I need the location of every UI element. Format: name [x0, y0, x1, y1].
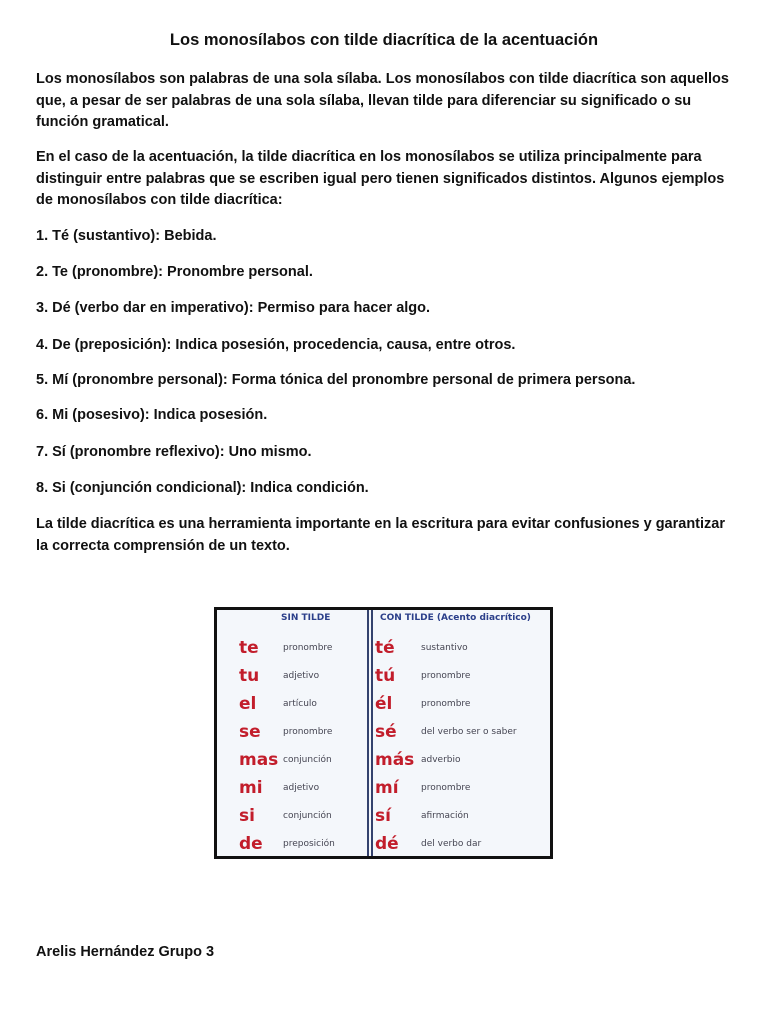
word-without-tilde: tu: [239, 666, 260, 686]
grammar-without-tilde: preposición: [283, 839, 335, 849]
word-without-tilde: el: [239, 694, 257, 714]
grammar-with-tilde: sustantivo: [421, 643, 468, 653]
word-with-tilde: tú: [375, 666, 396, 686]
grammar-without-tilde: artículo: [283, 699, 317, 709]
table-row: [217, 718, 550, 746]
grammar-without-tilde: adjetivo: [283, 783, 320, 793]
grammar-without-tilde: adjetivo: [283, 671, 320, 681]
word-without-tilde: si: [239, 806, 255, 826]
list-item: 5. Mí (pronombre personal): Forma tónica del pronombre personal de primera persona.: [36, 372, 636, 388]
word-with-tilde: mí: [375, 778, 399, 798]
list-item: 7. Sí (pronombre reflexivo): Uno mismo.: [36, 444, 312, 460]
document-title: Los monosílabos con tilde diacrítica de la acentuación: [169, 31, 599, 49]
table-row: [217, 746, 550, 774]
word-with-tilde: más: [375, 750, 415, 770]
conclusion-paragraph: La tilde diacrítica es una herramienta importante en la escritura para evitar confusiones y garantizar la correcta comprensión de un texto.: [36, 516, 725, 554]
grammar-with-tilde: pronombre: [421, 699, 471, 709]
list-item: 6. Mi (posesivo): Indica posesión.: [36, 407, 268, 423]
word-with-tilde: té: [375, 638, 395, 658]
list-item: 8. Si (conjunción condicional): Indica condición.: [36, 480, 369, 496]
author-line: Arelis Hernández Grupo 3: [36, 944, 215, 960]
diacritic-table-figure: [214, 607, 553, 859]
grammar-with-tilde: del verbo dar: [421, 839, 482, 849]
context-paragraph: En el caso de la acentuación, la tilde diacrítica en los monosílabos se utiliza principalmente para distinguir entre palabras que se escriben igual pero tienen significados distintos. Algunos ejemplos de monosílabos con tilde diacrítica:: [36, 149, 725, 208]
header-con-tilde: CON TILDE (Acento diacrítico): [380, 613, 531, 623]
word-without-tilde: de: [239, 834, 263, 854]
grammar-with-tilde: adverbio: [421, 755, 461, 765]
table-row: [217, 774, 550, 802]
list-item: 1. Té (sustantivo): Bebida.: [36, 228, 217, 244]
table-row: [217, 634, 550, 662]
word-without-tilde: mas: [239, 750, 279, 770]
word-with-tilde: él: [375, 694, 393, 714]
grammar-without-tilde: pronombre: [283, 643, 333, 653]
intro-paragraph: Los monosílabos son palabras de una sola sílaba. Los monosílabos con tilde diacrítica son aquellos que, a pesar de ser palabras de una sola sílaba, llevan tilde para diferenciar su significado o su función gramatical.: [36, 71, 729, 130]
table-row: [217, 830, 550, 858]
word-without-tilde: mi: [239, 778, 263, 798]
list-item: 2. Te (pronombre): Pronombre personal.: [36, 264, 313, 280]
table-row: [217, 662, 550, 690]
grammar-without-tilde: conjunción: [283, 811, 332, 821]
word-with-tilde: dé: [375, 834, 399, 854]
grammar-with-tilde: afirmación: [421, 811, 469, 821]
header-sin-tilde: SIN TILDE: [281, 613, 331, 623]
grammar-with-tilde: pronombre: [421, 783, 471, 793]
grammar-without-tilde: conjunción: [283, 755, 332, 765]
word-with-tilde: sé: [375, 722, 397, 742]
list-item: 4. De (preposición): Indica posesión, procedencia, causa, entre otros.: [36, 337, 516, 353]
grammar-with-tilde: pronombre: [421, 671, 471, 681]
grammar-with-tilde: del verbo ser o saber: [421, 727, 517, 737]
word-with-tilde: sí: [375, 806, 391, 826]
word-without-tilde: te: [239, 638, 259, 658]
table-row: [217, 690, 550, 718]
word-without-tilde: se: [239, 722, 261, 742]
list-item: 3. Dé (verbo dar en imperativo): Permiso para hacer algo.: [36, 300, 431, 316]
grammar-without-tilde: pronombre: [283, 727, 333, 737]
table-row: [217, 802, 550, 830]
